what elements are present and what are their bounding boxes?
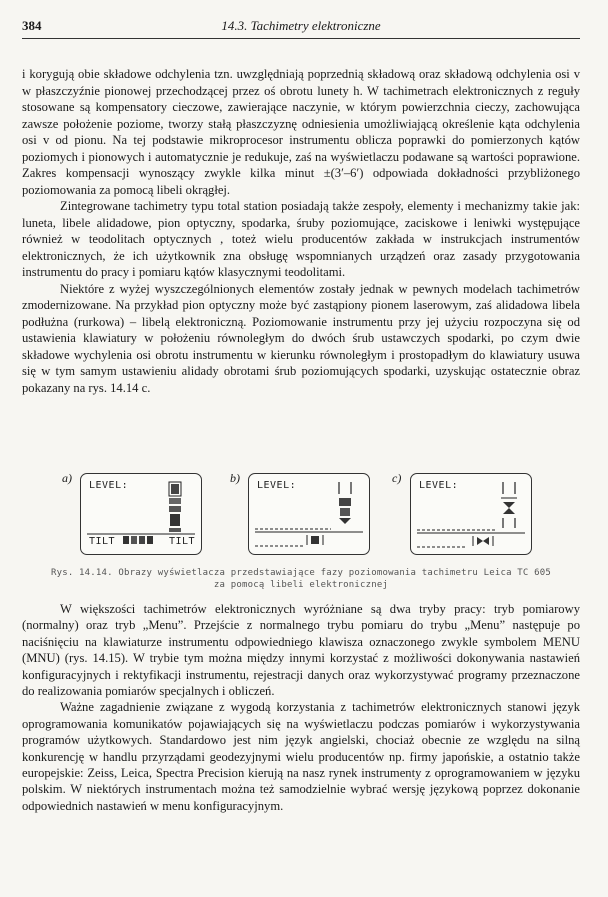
level-label: LEVEL: (419, 480, 459, 491)
paragraph: Ważne zagadnienie związane z wygodą korzystania z tachimetrów elektronicznych stanowi język oprogramowania komunikatów pojawiających się na wyświetlaczu podczas pomiarów i wykorzystywania programów użytkowych. Standardowo jest nim język angielski, chociaż obecnie ze względu na silną konkurencję w handlu przyrządami geodezyjnymi wielu producentów np. firmy japońskie, a ostatnio także europejskie: Zeiss, Leica, Spectra Precision kierują na nasz rynek instrumenty z oprogramowaniem w języku polskim. W niektórych instrumentach można też samodzielnie wybrać wersję językową poprzez dokonanie odpowiednich nastawień w menu konfiguracyjnym. (22, 700, 580, 813)
level-label: LEVEL: (257, 480, 297, 491)
tilt-label: TILT (89, 536, 116, 547)
lcd-panel-c (410, 473, 532, 555)
panel-b-letter: b) (230, 471, 240, 485)
figure-caption (22, 567, 580, 591)
running-head: 14.3. Tachimetry elektroniczne (221, 18, 381, 33)
level-label: LEVEL: (89, 480, 129, 491)
panel-c-letter: c) (392, 471, 402, 485)
lcd-panel-b (248, 473, 370, 555)
paragraph: W większości tachimetrów elektronicznych wyróżniane są dwa tryby pracy: tryb pomiarowy (normalny) oraz tryb „Menu”. Przejście z normalnego trybu pomiaru do trybu „Menu” następuje po naciśnięciu na klawiaturze instrumentu odpowiedniego klawisza oznaczonego zwykle symbolem MENU (MNU) (rys. 14.15). W trybie tym można między innymi korzystać z możliwości dokonywania nastawień konfiguracyjnych i rektyfikacji instrumentu, rejestracji danych oraz wykorzystywać programy przeznaczone do realizowania pomiarów specjalnych i obliczeń. (22, 602, 580, 699)
lcd-panel-a (80, 473, 202, 555)
caption-line-2: za pomocą libeli elektronicznej (213, 580, 389, 590)
level-indicator-graphic (411, 474, 531, 554)
paragraph: Niektóre z wyżej wyszczególnionych elementów zostały jednak w pewnych modelach tachimetrów zmodernizowane. Na przykład pion optyczny może być zastąpiony pionem laserowym, zaś alidadowa libela podłużna (rurkowa) – libelą elektroniczną. Poziomowanie instrumentu przy jej użyciu rozpoczyna się od ustawienia klawiatury w położeniu równoległym do dwóch śrub ustawczych spodarki, po czym dwie składowe wychylenia osi obrotu instrumentu w kierunku równoległym i prostopadłym do klawiatury usuwa się w tym samym ustawieniu alidady obrotami śrub poziomujących spodarki, uzyskując ostatecznie obraz pokazany na rys. 14.14 c. (22, 281, 580, 395)
paragraph: i korygują obie składowe odchylenia tzn. uwzględniają poprzednią składową oraz składową odchylenia osi v w płaszczyźnie pionowej przechodzącej przez oś obrotu lunety h. W tachimetrach elektronicznych z reguły stosowane są kompensatory cieczowe, zawierające naczynie, w którym powierzchnia cieczy, zachowująca zawsze położenie poziome, tworzy stałą płaszczyznę odniesienia umożliwiającą określenie kąta odchylenia osi v od pionu. Na tej podstawie mikroprocesor instrumentu oblicza poprawki do pomierzonych kątów poziomych i pionowych i automatycznie je redukuje, zaś na wyświetlaczu podawane są wartości poprawione. Zakres kompensacji wynoszący zwykle kilka minut ±(3′–6′) odpowiada dokładności przybliżonego poziomowania za pomocą libeli okrągłej. (22, 67, 580, 197)
page-header (22, 16, 580, 39)
body-text-bottom (22, 601, 580, 814)
caption-line-1: Rys. 14.14. Obrazy wyświetlacza przedstawiające fazy poziomowania tachimetru Leica TC 605 (50, 568, 552, 578)
tilt-label-right: TILT (169, 536, 196, 547)
panel-a-letter: a) (62, 471, 72, 485)
page-number: 384 (22, 18, 42, 33)
figure-lcd-displays (62, 473, 582, 569)
level-indicator-graphic (249, 474, 369, 554)
body-text-top (22, 66, 580, 396)
paragraph: Zintegrowane tachimetry typu total station posiadają także zespoły, elementy i mechanizmy takie jak: luneta, libele alidadowe, pion optyczny, spodarka, śruby poziomujące, zaciskowe i leniwki występujące również w teodolitach optycznych , toteż wielu producentów zakłada w instrukcjach instrumentów elektronicznych, że ich użytkownik zna obsługę wspomnianych urządzeń oraz zasady przygotowania instrumentu do pracy i pomiaru kątów klasycznymi teodolitami. (22, 199, 580, 279)
